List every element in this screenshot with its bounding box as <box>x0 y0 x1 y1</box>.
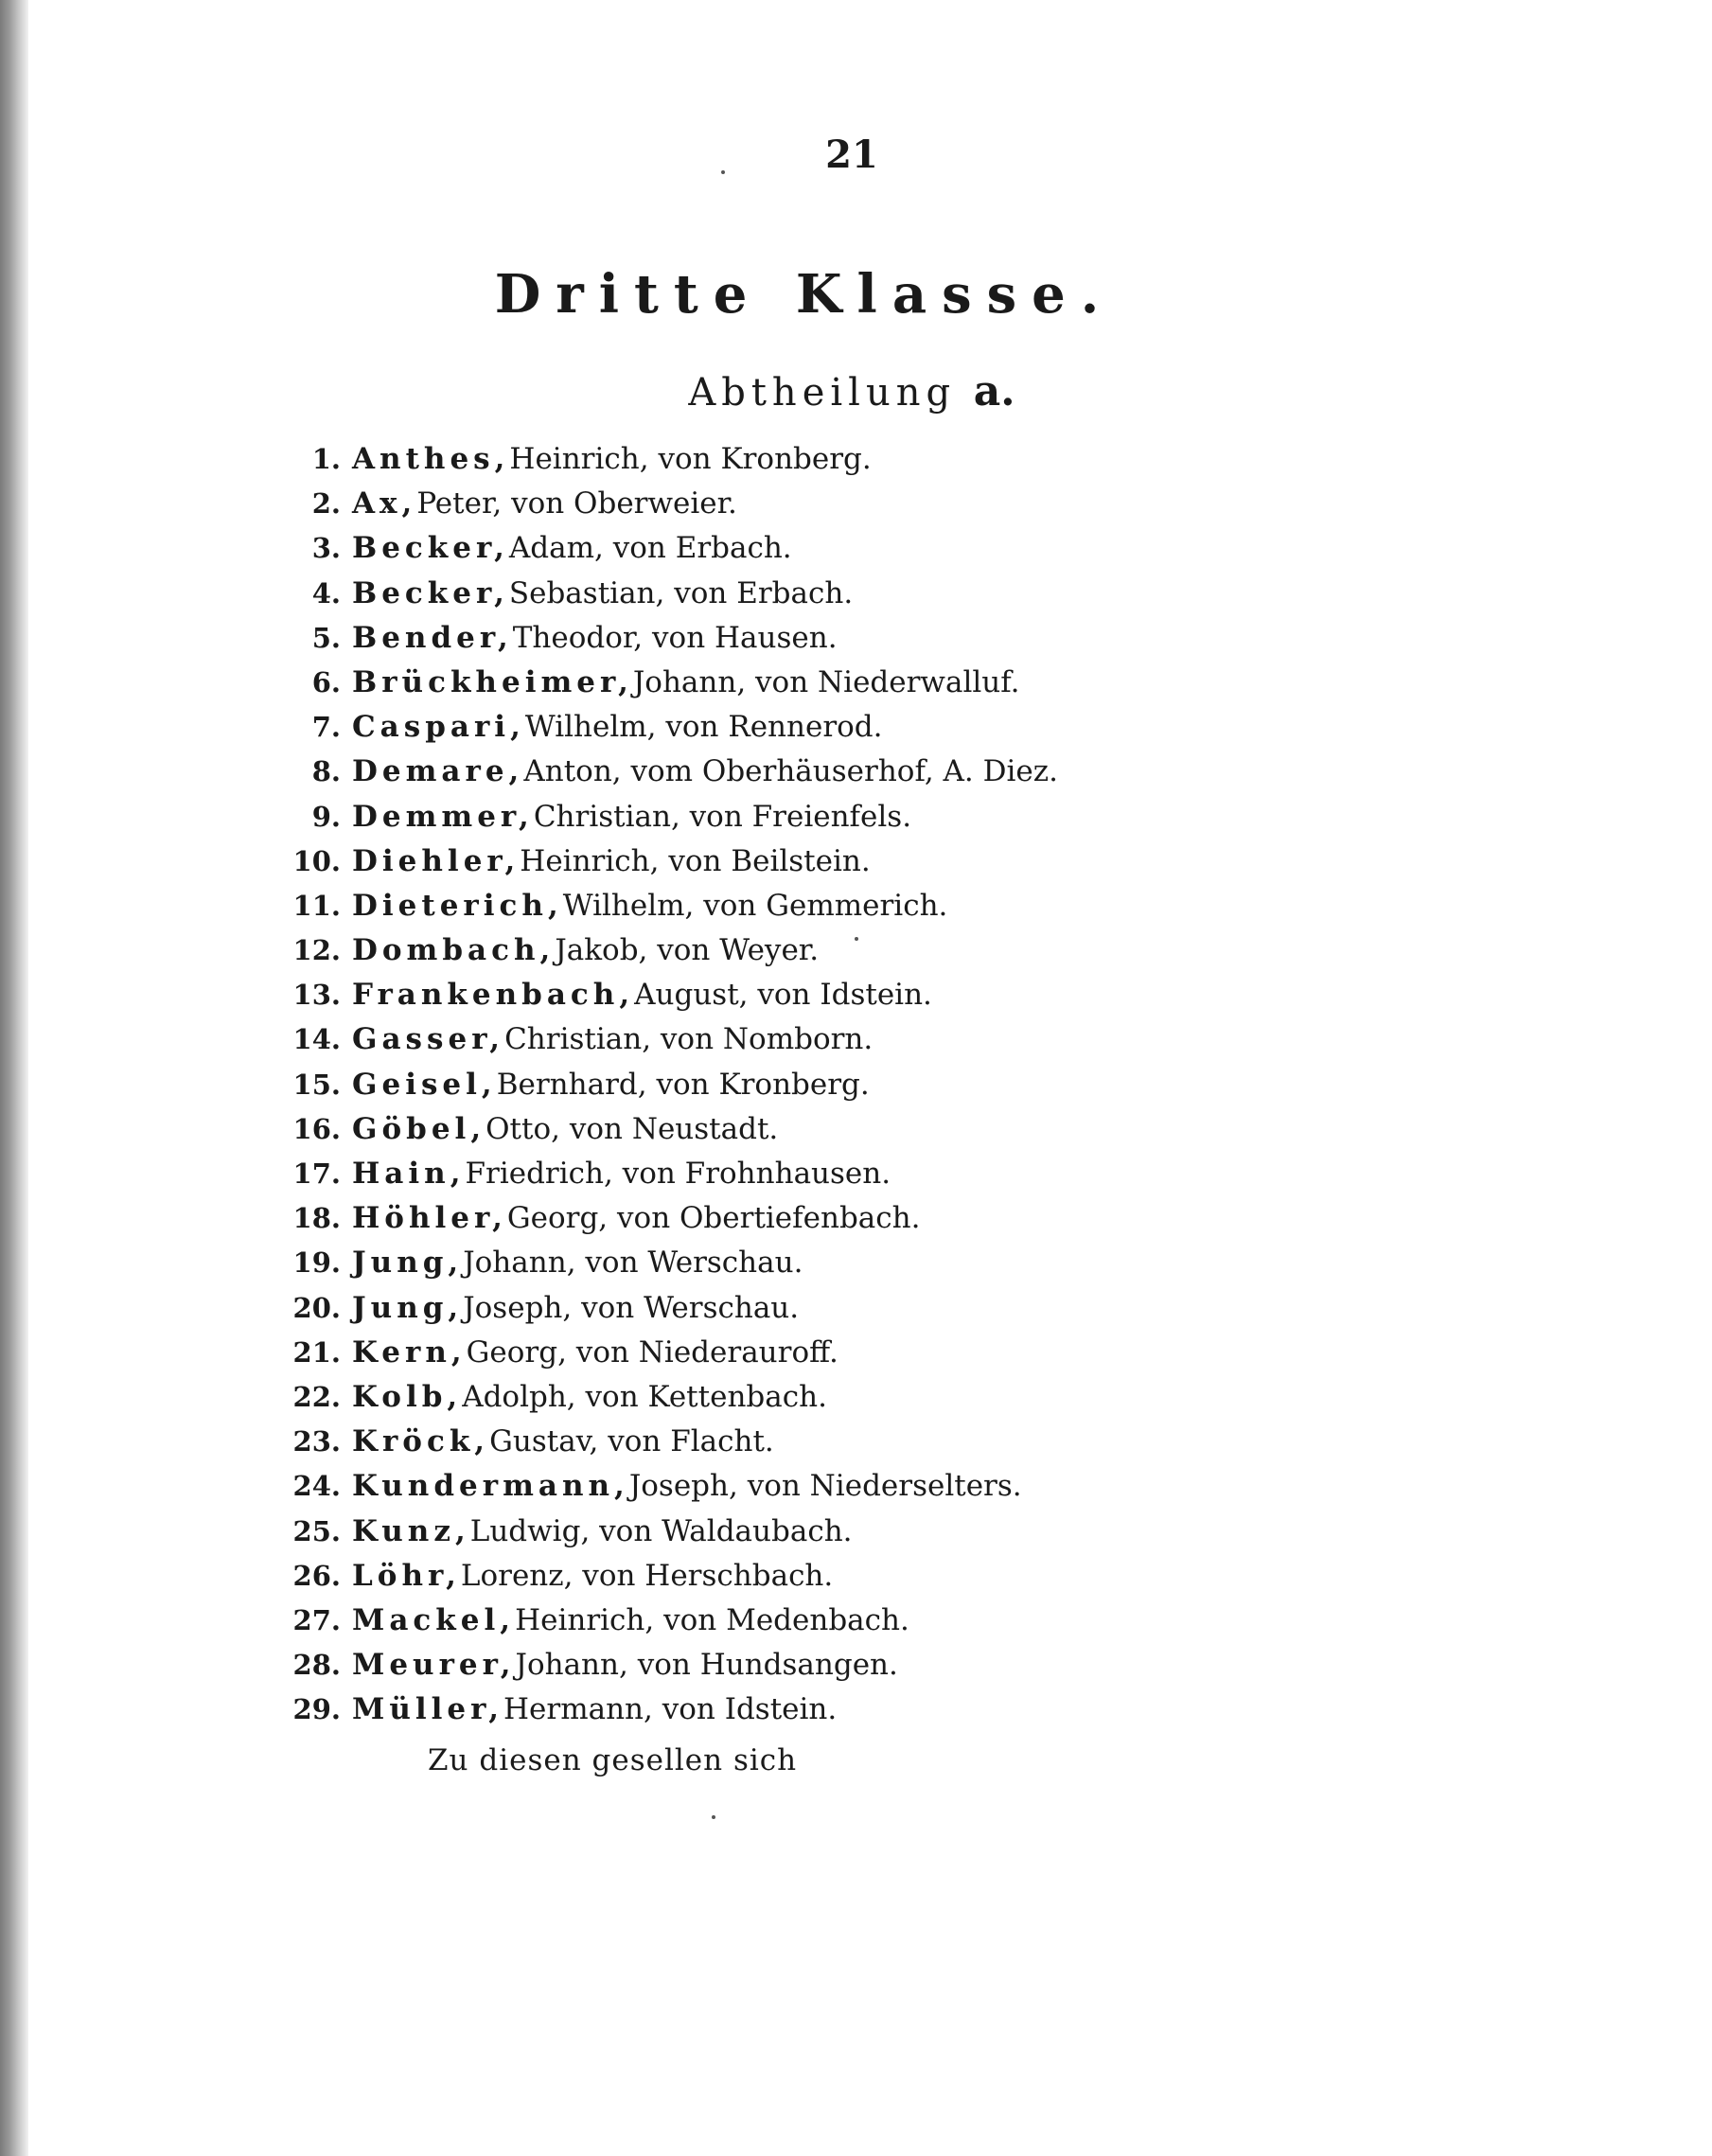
entry-details: Friedrich, von Frohnhausen. <box>465 1157 891 1191</box>
entry-number: 11. <box>292 889 341 922</box>
entry-number: 14. <box>292 1023 341 1056</box>
entry-surname: Demmer, <box>352 799 534 834</box>
entry-details: Georg, von Obertiefenbach. <box>506 1201 921 1236</box>
list-item <box>274 1688 1410 1732</box>
section-subtitle <box>568 367 1136 415</box>
entry-number: 27. <box>292 1603 341 1636</box>
list-item <box>274 1286 1410 1331</box>
entry-details: Adolph, von Kettenbach. <box>462 1379 827 1414</box>
list-item <box>274 482 1410 526</box>
list-item <box>274 705 1410 750</box>
entry-number: 19. <box>292 1246 341 1280</box>
page-binding-edge <box>0 0 28 2156</box>
list-item <box>274 1554 1410 1599</box>
entry-surname: Jung, <box>352 1246 464 1281</box>
entry-surname: Jung, <box>352 1290 464 1325</box>
entry-surname: Dombach, <box>352 933 556 968</box>
entry-details: Wilhelm, von Gemmerich. <box>562 888 948 923</box>
entry-details: Joseph, von Werschau. <box>463 1290 800 1325</box>
list-item <box>274 437 1410 482</box>
entry-details: Ludwig, von Waldaubach. <box>469 1513 853 1548</box>
entry-surname: Frankenbach, <box>352 978 635 1013</box>
entry-details: Johann, von Niederwalluf. <box>632 664 1020 699</box>
entry-surname: Müller, <box>352 1692 503 1727</box>
page-title: Dritte Klasse. <box>494 263 1115 326</box>
list-item <box>274 1643 1410 1688</box>
list-item <box>274 1464 1410 1509</box>
entry-details: Peter, von Oberweier. <box>416 486 737 521</box>
entry-surname: Gasser, <box>352 1022 505 1057</box>
entry-surname: Becker, <box>352 575 509 610</box>
entry-number: 23. <box>292 1425 341 1458</box>
entry-surname: Geisel, <box>352 1067 497 1102</box>
entry-number: 29. <box>292 1693 341 1726</box>
entry-surname: Kolb, <box>352 1379 463 1414</box>
list-item <box>274 1510 1410 1554</box>
entry-surname: Anthes, <box>352 442 510 476</box>
list-item <box>274 884 1410 928</box>
entry-details: Joseph, von Niederselters. <box>628 1469 1022 1504</box>
entry-number: 12. <box>292 934 341 967</box>
entry-number: 4. <box>311 576 341 610</box>
entry-surname: Brückheimer, <box>352 664 633 699</box>
list-item <box>274 795 1410 839</box>
entry-details: Bernhard, von Kronberg. <box>496 1067 870 1102</box>
entry-details: August, von Idstein. <box>634 978 932 1013</box>
footer-note: Zu diesen gesellen sich <box>428 1743 798 1777</box>
print-speck <box>721 170 725 174</box>
entry-details: Theodor, von Hausen. <box>512 620 838 655</box>
entry-details: Johann, von Hundsangen. <box>515 1648 898 1683</box>
entry-details: Wilhelm, von Rennerod. <box>524 710 883 745</box>
entry-number: 9. <box>311 800 341 833</box>
list-item <box>274 1241 1410 1285</box>
subtitle-letter: a. <box>973 367 1015 415</box>
entry-number: 3. <box>311 532 341 565</box>
list-item <box>274 661 1410 705</box>
entry-details: Christian, von Nomborn. <box>504 1022 874 1057</box>
list-item <box>274 1017 1410 1062</box>
list-item <box>274 1375 1410 1420</box>
list-item <box>274 928 1410 973</box>
entry-number: 20. <box>292 1291 341 1324</box>
print-speck <box>855 937 858 941</box>
entry-surname: Ax, <box>352 486 417 521</box>
list-item <box>274 1196 1410 1241</box>
entry-number: 13. <box>292 979 341 1012</box>
entry-details: Jakob, von Weyer. <box>555 933 820 968</box>
entry-surname: Göbel, <box>352 1111 486 1146</box>
entry-surname: Becker, <box>352 531 509 566</box>
list-item <box>274 750 1410 794</box>
entry-number: 15. <box>292 1068 341 1101</box>
entry-surname: Caspari, <box>352 710 525 745</box>
entry-number: 24. <box>292 1470 341 1503</box>
list-item <box>274 1107 1410 1152</box>
entry-number: 28. <box>292 1649 341 1682</box>
entry-number: 1. <box>311 443 341 475</box>
entry-surname: Löhr, <box>352 1558 461 1593</box>
entry-number: 25. <box>292 1514 341 1547</box>
entry-details: Gustav, von Flacht. <box>489 1424 774 1459</box>
entry-details: Christian, von Freienfels. <box>533 799 912 834</box>
entry-details: Hermann, von Idstein. <box>503 1692 838 1727</box>
entry-surname: Mackel, <box>352 1602 516 1637</box>
entry-details: Adam, von Erbach. <box>508 531 792 566</box>
entry-number: 21. <box>292 1335 341 1369</box>
entry-number: 2. <box>311 487 341 521</box>
list-item <box>274 1331 1410 1375</box>
list-item <box>274 1152 1410 1196</box>
entry-surname: Demare, <box>352 754 524 789</box>
entry-surname: Meurer, <box>352 1648 516 1683</box>
page-number: 21 <box>825 133 878 177</box>
entry-number: 8. <box>311 755 341 788</box>
entry-details: Lorenz, von Herschbach. <box>460 1558 834 1593</box>
list-item <box>274 526 1410 571</box>
entry-surname: Kundermann, <box>352 1469 629 1504</box>
entry-number: 26. <box>292 1559 341 1592</box>
entry-number: 18. <box>292 1202 341 1235</box>
entry-number: 10. <box>292 844 341 877</box>
entry-details: Georg, von Niederauroff. <box>466 1334 838 1370</box>
list-item <box>274 839 1410 884</box>
entry-details: Heinrich, von Medenbach. <box>515 1602 909 1637</box>
entry-surname: Bender, <box>352 620 513 655</box>
list-item <box>274 973 1410 1017</box>
entry-details: Otto, von Neustadt. <box>485 1111 779 1146</box>
entry-surname: Kern, <box>352 1334 467 1370</box>
entry-surname: Kunz, <box>352 1513 470 1548</box>
entry-surname: Höhler, <box>352 1201 507 1236</box>
entry-number: 16. <box>292 1112 341 1145</box>
entry-details: Heinrich, von Beilstein. <box>520 843 871 878</box>
entry-details: Johann, von Werschau. <box>463 1246 803 1281</box>
entry-number: 5. <box>311 621 341 654</box>
list-item <box>274 1599 1410 1643</box>
entry-details: Sebastian, von Erbach. <box>508 575 854 610</box>
entry-surname: Hain, <box>352 1157 466 1191</box>
list-item <box>274 616 1410 661</box>
student-list <box>274 437 1410 1732</box>
entry-surname: Dieterich, <box>352 888 563 923</box>
print-speck <box>712 1815 715 1819</box>
entry-number: 7. <box>311 711 341 744</box>
entry-number: 22. <box>292 1380 341 1413</box>
entry-details: Heinrich, von Kronberg. <box>509 442 872 476</box>
list-item <box>274 572 1410 616</box>
entry-number: 6. <box>311 665 341 698</box>
entry-surname: Diehler, <box>352 843 521 878</box>
subtitle-text: Abtheilung <box>688 371 957 415</box>
entry-details: Anton, vom Oberhäuserhof, A. Diez. <box>523 754 1058 789</box>
list-item <box>274 1420 1410 1464</box>
entry-number: 17. <box>292 1158 341 1190</box>
list-item <box>274 1063 1410 1107</box>
entry-surname: Kröck, <box>352 1424 490 1459</box>
